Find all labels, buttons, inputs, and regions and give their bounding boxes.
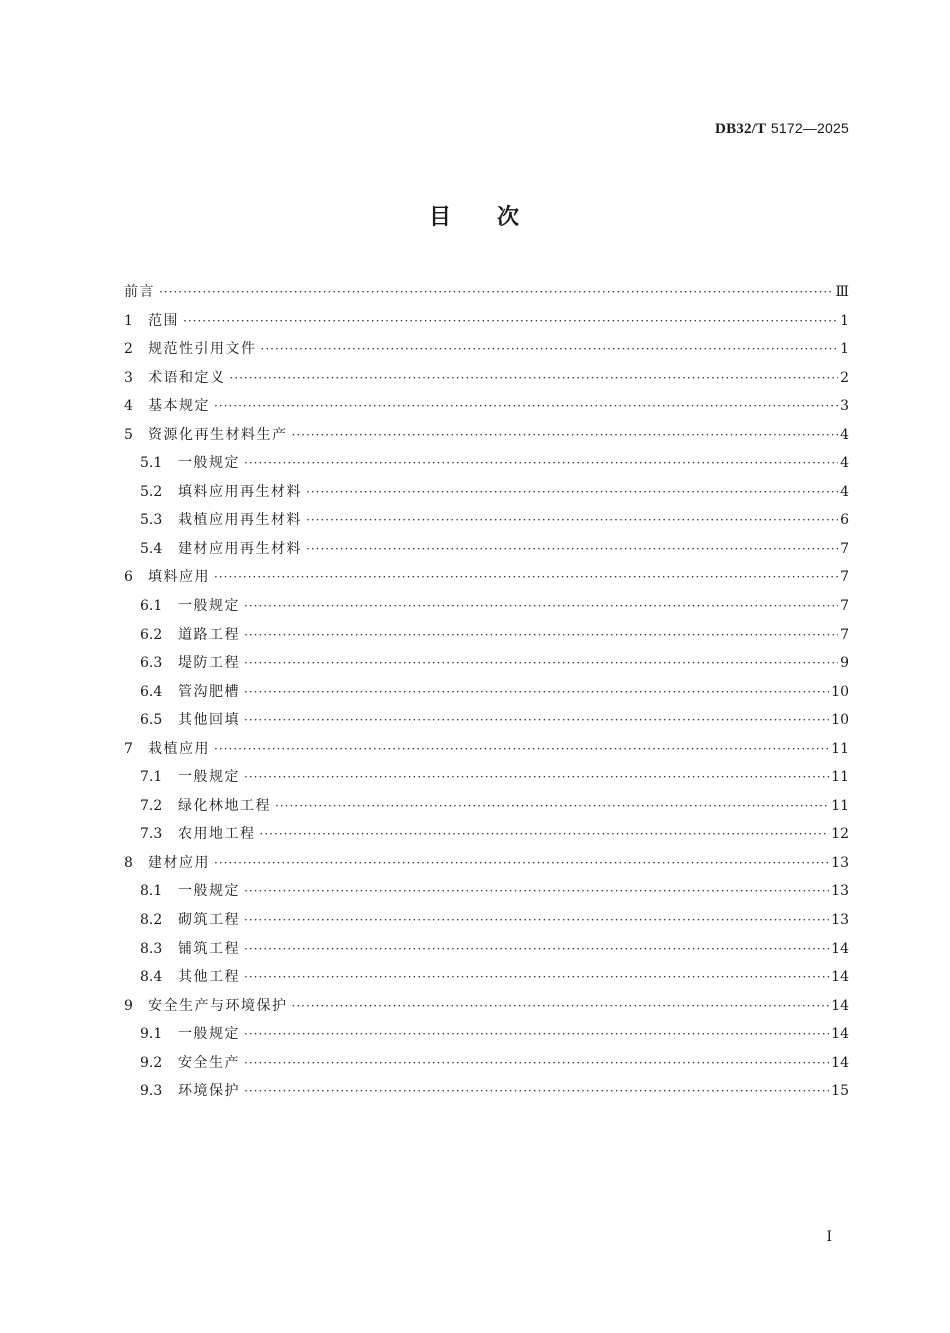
toc-entry[interactable]: [124, 392, 849, 421]
toc-entry-page: 6: [840, 512, 849, 529]
toc-entry[interactable]: [124, 906, 849, 935]
title-char-right: 次: [497, 205, 522, 230]
toc-entry-label: 铺筑工程: [178, 940, 240, 957]
toc-leader-dots: [244, 1049, 829, 1078]
toc-entry-label: 其他工程: [178, 969, 240, 986]
toc-entry[interactable]: [124, 792, 849, 821]
toc-leader-dots: [292, 992, 830, 1021]
toc-leader-dots: [244, 763, 829, 792]
toc-entry-label: 前言: [124, 284, 155, 300]
toc-leader-dots: [214, 735, 829, 764]
toc-entry-number: 8.1: [140, 883, 163, 900]
toc-entry-label: 基本规定: [148, 398, 210, 415]
toc-entry[interactable]: [124, 307, 849, 336]
toc-entry-page: 9: [840, 655, 849, 672]
toc-entry-number: 8.3: [140, 940, 163, 957]
toc-entry-page: 7: [840, 540, 849, 557]
toc-leader-dots: [244, 906, 829, 935]
toc-entry[interactable]: [124, 849, 849, 878]
toc-entry[interactable]: [124, 735, 849, 764]
toc-entry[interactable]: [124, 592, 849, 621]
toc-leader-dots: [306, 478, 838, 507]
toc-entry[interactable]: [124, 763, 849, 792]
toc-entry-number: 7.3: [140, 826, 163, 843]
toc-entry-page: 3: [840, 398, 849, 415]
toc-entry[interactable]: [124, 449, 849, 478]
toc-entry-label: 其他回填: [178, 712, 240, 729]
toc-leader-dots: [306, 506, 838, 535]
toc-entry-label: 砌筑工程: [178, 912, 240, 929]
toc-entry-number: 7.2: [140, 797, 163, 814]
toc-entry[interactable]: [124, 992, 849, 1021]
toc-entry-page: 11: [831, 740, 849, 757]
toc-entry-page: 11: [831, 769, 849, 786]
toc-entry-label: 术语和定义: [148, 369, 226, 386]
toc-entry-label: 一般规定: [178, 455, 240, 472]
toc-entry-label: 一般规定: [178, 1026, 240, 1043]
standard-number: 5172—2025: [770, 120, 849, 136]
toc-entry-page: 14: [831, 1054, 849, 1071]
toc-entry-page: 14: [831, 1026, 849, 1043]
toc-entry-number: 6.5: [140, 712, 163, 729]
toc-entry[interactable]: [124, 535, 849, 564]
toc-leader-dots: [183, 307, 838, 336]
toc-entry[interactable]: [124, 364, 849, 393]
toc-entry-label: 一般规定: [178, 598, 240, 615]
standard-prefix: DB32/T: [715, 121, 767, 137]
toc-entry-page: Ⅲ: [835, 284, 849, 300]
toc-entry-page: 13: [831, 912, 849, 929]
toc-leader-dots: [244, 706, 829, 735]
toc-entry-number: 5.3: [140, 512, 163, 529]
toc-leader-dots: [159, 278, 833, 307]
toc-entry-label: 一般规定: [178, 769, 240, 786]
toc-entry[interactable]: [124, 963, 849, 992]
toc-entry-page: 1: [840, 341, 849, 358]
toc-entry[interactable]: [124, 706, 849, 735]
toc-entry-page: 10: [831, 683, 849, 700]
toc-leader-dots: [244, 678, 829, 707]
toc-entry-label: 范围: [148, 312, 179, 329]
toc-entry-number: 6.4: [140, 683, 163, 700]
toc-entry-page: 14: [831, 969, 849, 986]
toc-entry-number: 9.1: [140, 1026, 163, 1043]
toc-entry-page: 10: [831, 712, 849, 729]
toc-entry-page: 2: [840, 369, 849, 386]
toc-leader-dots: [244, 592, 838, 621]
toc-leader-dots: [275, 792, 829, 821]
title-char-left: 目: [428, 205, 453, 230]
toc-entry[interactable]: [124, 1049, 849, 1078]
toc-entry-label: 建材应用再生材料: [178, 540, 302, 557]
toc-entry-page: 4: [840, 483, 849, 500]
toc-entry-page: 14: [831, 940, 849, 957]
toc-leader-dots: [260, 820, 830, 849]
toc-entry[interactable]: [124, 877, 849, 906]
toc-leader-dots: [214, 563, 838, 592]
toc-entry-number: 1: [124, 312, 133, 329]
toc-entry-number: 9.3: [140, 1083, 163, 1100]
toc-leader-dots: [244, 621, 838, 650]
toc-entry-page: 13: [831, 854, 849, 871]
toc-entry-label: 道路工程: [178, 626, 240, 643]
toc-entry[interactable]: [124, 478, 849, 507]
toc-entry-label: 安全生产与环境保护: [148, 997, 288, 1014]
toc-entry-number: 6.1: [140, 598, 163, 615]
toc-entry-page: 4: [840, 455, 849, 472]
toc-entry[interactable]: [124, 621, 849, 650]
toc-entry-number: 5: [124, 426, 133, 443]
toc-entry[interactable]: [124, 563, 849, 592]
toc-entry-label: 填料应用: [148, 569, 210, 586]
toc-entry-label: 一般规定: [178, 883, 240, 900]
toc-entry-label: 环境保护: [178, 1083, 240, 1100]
toc-entry-number: 4: [124, 398, 133, 415]
toc-leader-dots: [244, 877, 829, 906]
toc-entry[interactable]: [124, 649, 849, 678]
toc-entry[interactable]: [124, 278, 849, 307]
toc-entry[interactable]: [124, 335, 849, 364]
toc-entry-number: 3: [124, 369, 133, 386]
toc-entry-page: 11: [831, 797, 849, 814]
toc-entry-number: 8: [124, 854, 133, 871]
toc-leader-dots: [230, 364, 839, 393]
toc-entry-label: 资源化再生材料生产: [148, 426, 288, 443]
toc-entry-label: 规范性引用文件: [148, 341, 257, 358]
toc-entry-page: 1: [840, 312, 849, 329]
toc-leader-dots: [244, 935, 829, 964]
toc-entry[interactable]: [124, 1077, 849, 1106]
toc-entry-label: 堤防工程: [178, 655, 240, 672]
toc-entry-label: 栽植应用: [148, 740, 210, 757]
toc-entry[interactable]: [124, 1020, 849, 1049]
toc-entry[interactable]: [124, 678, 849, 707]
toc-entry-number: 5.1: [140, 455, 163, 472]
toc-entry-page: 12: [831, 826, 849, 843]
toc-entry[interactable]: [124, 421, 849, 450]
toc-entry-number: 6: [124, 569, 133, 586]
toc-entry-label: 安全生产: [178, 1054, 240, 1071]
toc-entry-label: 建材应用: [148, 854, 210, 871]
toc-entry-number: 7: [124, 740, 133, 757]
table-of-contents: [124, 278, 849, 1106]
toc-entry-number: 2: [124, 341, 133, 358]
toc-entry-number: 6.2: [140, 626, 163, 643]
toc-leader-dots: [244, 1020, 829, 1049]
standard-code: [715, 120, 849, 138]
toc-entry-page: 15: [831, 1083, 849, 1100]
toc-entry[interactable]: [124, 820, 849, 849]
toc-leader-dots: [244, 963, 829, 992]
toc-entry[interactable]: [124, 935, 849, 964]
toc-entry-label: 栽植应用再生材料: [178, 512, 302, 529]
toc-entry-page: 14: [831, 997, 849, 1014]
toc-entry-number: 6.3: [140, 655, 163, 672]
toc-entry-page: 7: [840, 626, 849, 643]
toc-entry-number: 9: [124, 997, 133, 1014]
toc-entry-page: 4: [840, 426, 849, 443]
toc-entry-number: 8.2: [140, 912, 163, 929]
toc-entry-number: 9.2: [140, 1054, 163, 1071]
toc-leader-dots: [214, 849, 829, 878]
toc-entry-label: 绿化林地工程: [178, 797, 271, 814]
toc-entry-page: 7: [840, 598, 849, 615]
toc-entry-page: 7: [840, 569, 849, 586]
toc-leader-dots: [261, 335, 839, 364]
toc-entry[interactable]: [124, 506, 849, 535]
page-number: I: [826, 1229, 832, 1245]
toc-entry-number: 8.4: [140, 969, 163, 986]
toc-leader-dots: [244, 1077, 829, 1106]
toc-leader-dots: [214, 392, 838, 421]
toc-entry-page: 13: [831, 883, 849, 900]
toc-entry-number: 5.2: [140, 483, 163, 500]
page-title: [0, 200, 950, 231]
toc-entry-label: 农用地工程: [178, 826, 256, 843]
toc-leader-dots: [244, 649, 838, 678]
toc-entry-label: 填料应用再生材料: [178, 483, 302, 500]
toc-leader-dots: [306, 535, 838, 564]
toc-entry-number: 5.4: [140, 540, 163, 557]
toc-leader-dots: [292, 421, 839, 450]
toc-entry-number: 7.1: [140, 769, 163, 786]
toc-entry-label: 管沟肥槽: [178, 683, 240, 700]
toc-leader-dots: [244, 449, 838, 478]
